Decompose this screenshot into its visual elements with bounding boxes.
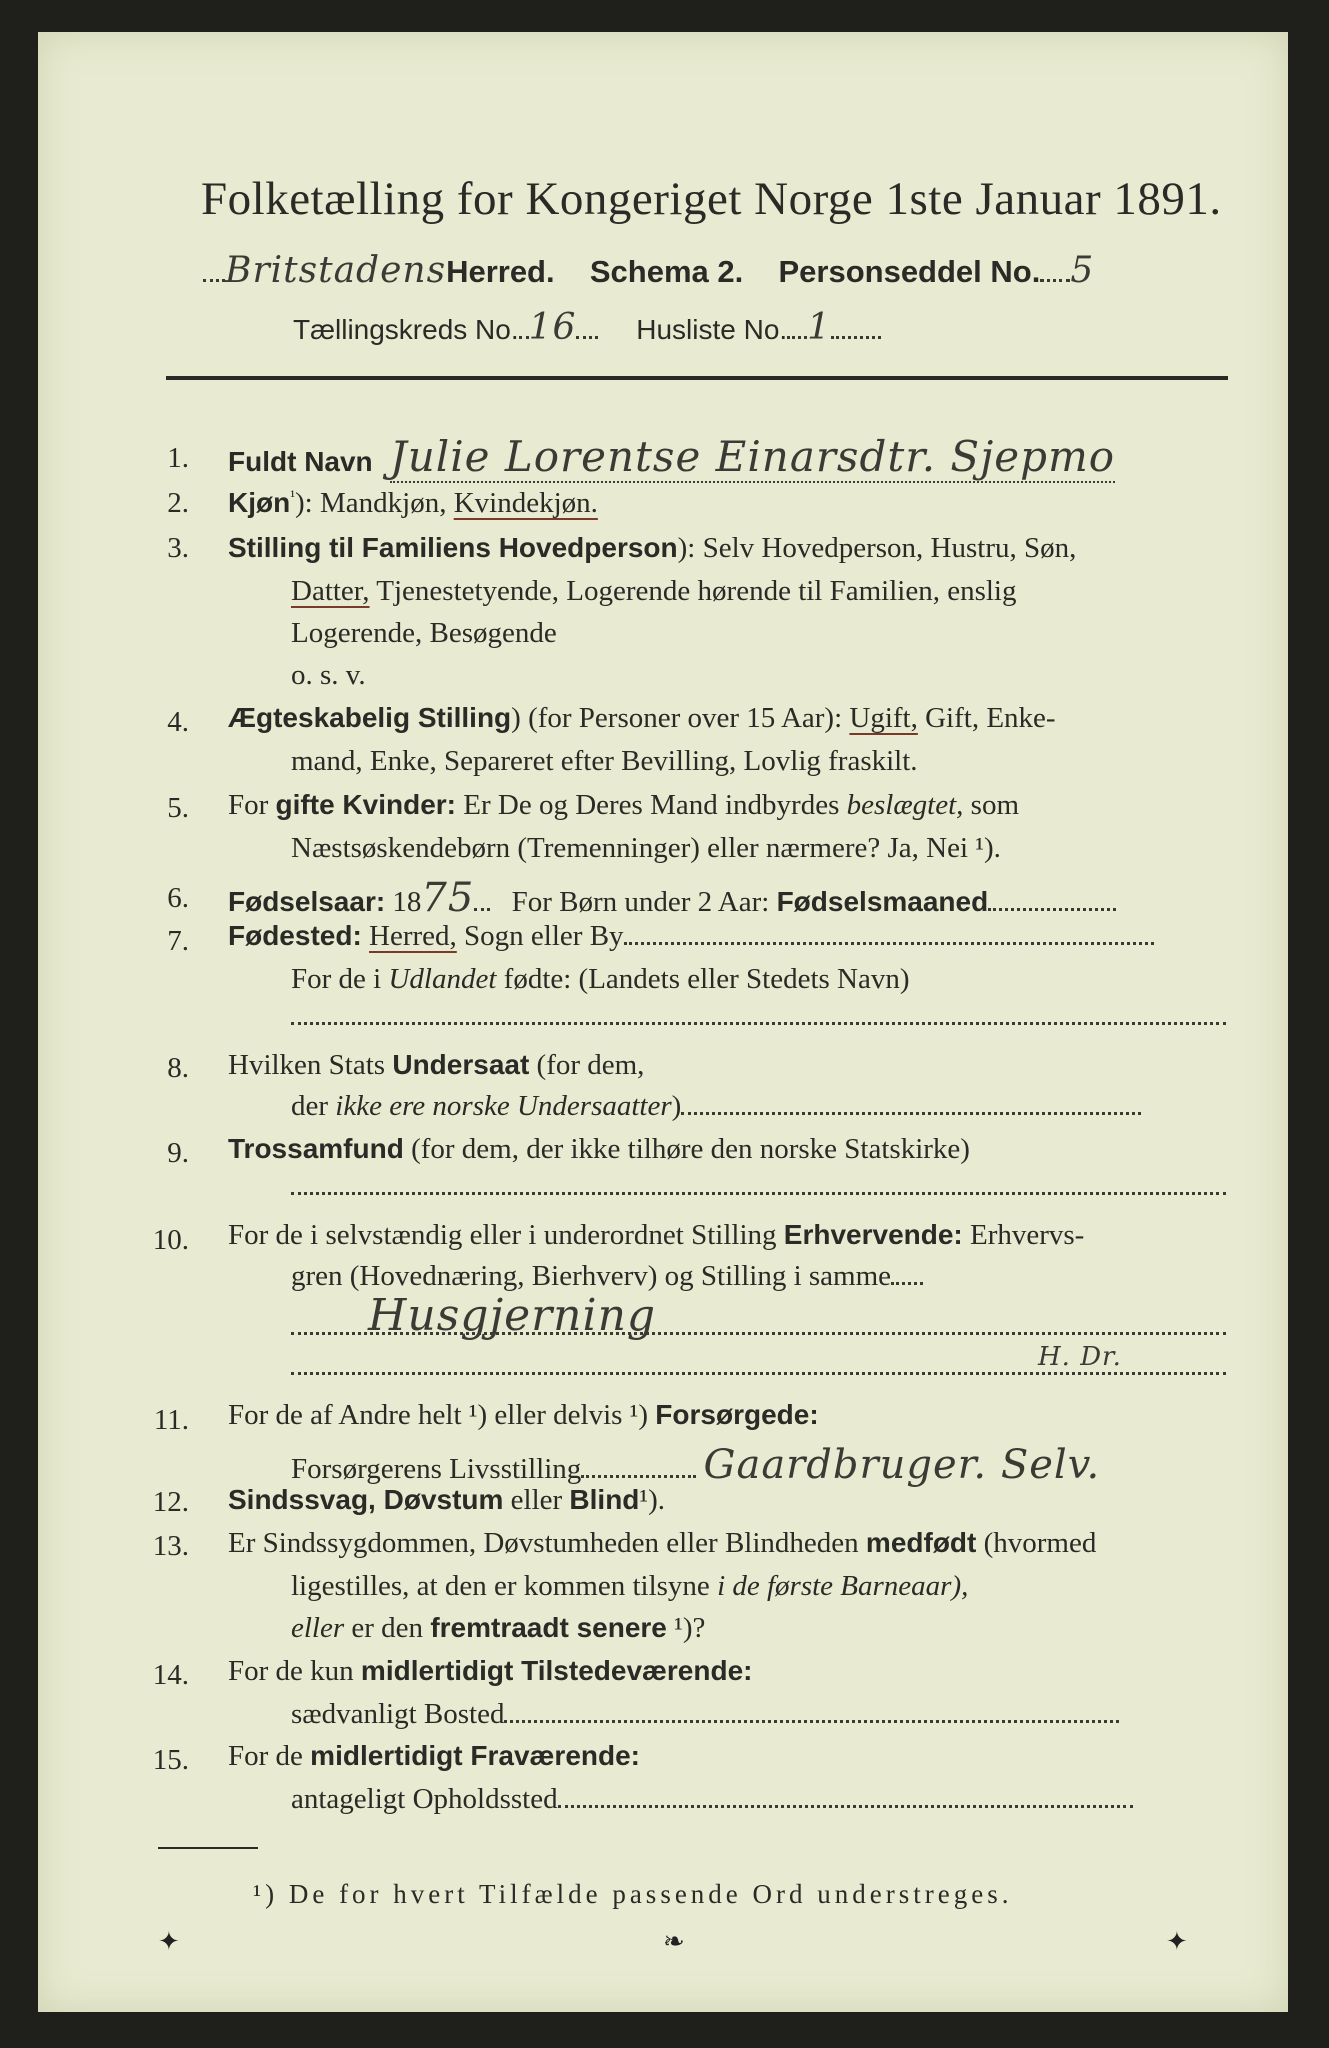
item-number: 14.	[152, 1659, 189, 1691]
form-title: Folketælling for Kongeriget Norge 1ste Januar 1891.	[201, 173, 1222, 225]
q7-italic: Udlandet	[388, 963, 497, 995]
q13-text-3: ligestilles, at den er kommen tilsyne	[291, 1570, 710, 1602]
q11-line-1	[228, 1399, 819, 1432]
q4-selected: Ugift,	[849, 702, 918, 734]
q3-selected: Datter,	[291, 575, 370, 607]
personseddel-number: 5	[1070, 250, 1095, 291]
q8-text-1: Hvilken Stats	[228, 1049, 386, 1081]
item-number: 11.	[153, 1404, 189, 1436]
q11-text-1: For de af Andre helt ¹) eller delvis ¹)	[228, 1399, 649, 1431]
item-number: 4.	[167, 706, 189, 738]
q5-text-2: som	[963, 789, 1019, 821]
q15-line-2	[291, 1783, 1133, 1816]
q11-provider-value: Gaardbruger. Selv.	[703, 1442, 1101, 1488]
q7-text-3: fødte: (Landets eller Stedets Navn)	[496, 963, 910, 995]
item-number: 5.	[167, 792, 189, 824]
q3-text-2: Tjenestetyende, Logerende hørende til Familien, enslig	[369, 575, 1017, 607]
q6-prefix: 18	[392, 886, 422, 918]
q2-text: ): Mandkjøn,	[295, 487, 447, 519]
q14-text-2: sædvanligt Bosted	[291, 1698, 505, 1730]
q8-bold: Undersaat	[392, 1049, 530, 1080]
q2-label: Kjøn	[228, 487, 291, 518]
registration-mark-left: ✦	[158, 1927, 180, 1956]
q9-line	[228, 1133, 970, 1166]
q10-line-1	[228, 1219, 1084, 1252]
q13-text-2: (hvormed	[976, 1527, 1097, 1559]
item-number: 15.	[152, 1744, 189, 1776]
q9-text: (for dem, der ikke tilhøre den norske Statskirke)	[403, 1133, 970, 1165]
q12-text: eller	[503, 1484, 570, 1516]
q8-text-2: (for dem,	[529, 1049, 645, 1081]
q4-text-2: Gift, Enke-	[917, 702, 1056, 734]
q2-footnote-mark: ¹	[290, 488, 296, 506]
kreds-number: 16	[528, 307, 577, 348]
kreds-line	[293, 307, 881, 348]
q4-line-1	[228, 702, 1056, 735]
q13-line-2	[291, 1570, 968, 1603]
registration-mark-center: ❧	[663, 1927, 685, 1956]
q7-text-2: For de i	[291, 963, 382, 995]
q5-pre: For	[228, 789, 269, 821]
q4-label: Ægteskabelig Stilling	[228, 702, 512, 733]
q15-line-1	[228, 1740, 640, 1773]
q8-text-3: der	[291, 1090, 329, 1122]
q5-line-1	[228, 789, 1019, 822]
q14-line-1	[228, 1655, 752, 1688]
q10-code-value: H. Dr.	[1038, 1342, 1122, 1372]
q13-text-4: er den	[344, 1612, 424, 1644]
q12-end: ¹).	[639, 1484, 666, 1516]
q5-bold: gifte Kvinder:	[275, 789, 457, 820]
q3-line-4: o. s. v.	[291, 659, 366, 691]
item-number: 10.	[152, 1224, 189, 1256]
q6-birthyear-value: 75	[421, 875, 475, 921]
q12-bold-2: Blind	[569, 1484, 640, 1515]
q8-line-1	[228, 1049, 644, 1082]
q1-line	[228, 432, 1115, 481]
item-number: 8.	[167, 1052, 189, 1084]
item-number: 3.	[167, 532, 189, 564]
q8-italic: ikke ere norske Undersaatter	[335, 1090, 672, 1122]
q12-line	[228, 1484, 665, 1517]
q3-line-3: Logerende, Besøgende	[291, 617, 557, 649]
q10-line-2	[291, 1260, 923, 1293]
q14-bold: midlertidigt Tilstedeværende:	[360, 1655, 753, 1686]
herred-handwritten: Britstadens	[225, 250, 447, 291]
schema-label: Schema 2.	[589, 254, 744, 289]
husliste-label: Husliste No.	[636, 314, 788, 345]
item-number: 1.	[167, 442, 189, 474]
q9-bold: Trossamfund	[228, 1133, 404, 1164]
q3-line-2	[291, 575, 1016, 608]
q6-line	[228, 875, 1116, 921]
q4-text-1: ) (for Personer over 15 Aar):	[511, 702, 843, 734]
q10-text-3: gren (Hovednæring, Bierhverv) og Stilling i samme	[291, 1260, 892, 1292]
q1-name-value: Julie Lorentse Einarsdtr. Sjepmo	[389, 432, 1116, 481]
q2-selected: Kvindekjøn.	[453, 487, 598, 519]
q14-text: For de kun	[228, 1655, 354, 1687]
q10-answer-line-2	[291, 1372, 1226, 1375]
q10-text-1: For de i selvstændig eller i underordnet Stilling	[228, 1219, 777, 1251]
q8-text-4: )	[671, 1090, 682, 1122]
herred-label: Herred.	[446, 254, 555, 289]
q10-bold: Erhvervende:	[783, 1219, 963, 1250]
q7-answer-line	[291, 1022, 1226, 1025]
header-rule	[166, 376, 1228, 380]
footnote: ¹) De for hvert Tilfælde passende Ord understreges.	[253, 1879, 1013, 1909]
item-number: 9.	[167, 1137, 189, 1169]
kreds-label: Tællingskreds No.	[293, 314, 519, 345]
q13-italic-2: eller	[291, 1612, 345, 1644]
item-number: 13.	[152, 1530, 189, 1562]
q13-line-1	[228, 1527, 1096, 1560]
q7-text: Sogn eller By	[456, 920, 624, 952]
q15-text: For de	[228, 1740, 303, 1772]
q3-label: Stilling til Familiens Hovedperson	[228, 532, 678, 563]
q11-line-2	[291, 1442, 1100, 1488]
personseddel-label: Personseddel No.	[778, 254, 1041, 289]
item-number: 2.	[167, 487, 189, 519]
item-number: 7.	[167, 925, 189, 957]
q13-text-1: Er Sindssygdommen, Døvstumheden eller Blindheden	[228, 1527, 859, 1559]
q8-line-2	[291, 1090, 1141, 1123]
q3-line-1	[228, 532, 1076, 565]
q7-label: Fødested:	[228, 920, 362, 951]
q9-answer-line	[291, 1192, 1226, 1195]
q5-line-2: Næstsøskendebørn (Tremenninger) eller nærmere? Ja, Nei ¹).	[291, 832, 1001, 864]
q5-text-1: Er De og Deres Mand indbyrdes	[456, 789, 840, 821]
census-form-sheet	[38, 32, 1288, 2012]
q1-label: Fuldt Navn	[228, 446, 373, 477]
q4-line-2: mand, Enke, Separeret efter Bevilling, Lovlig fraskilt.	[291, 745, 918, 777]
q7-line-1	[228, 920, 1154, 953]
q7-line-2	[291, 963, 910, 996]
q7-selected: Herred,	[369, 920, 457, 952]
q11-bold: Forsørgede:	[655, 1399, 819, 1430]
registration-mark-right: ✦	[1166, 1927, 1188, 1956]
q2-line	[228, 487, 598, 520]
q15-bold: midlertidigt Fraværende:	[310, 1740, 641, 1771]
q14-line-2	[291, 1698, 1119, 1731]
item-number: 12.	[152, 1486, 189, 1518]
q13-bold: medfødt	[865, 1527, 977, 1558]
q10-text-2: Erhvervs-	[962, 1219, 1085, 1251]
item-number: 6.	[167, 882, 189, 914]
q13-end: ¹)?	[666, 1612, 706, 1644]
q6-text: For Børn under 2 Aar:	[511, 886, 770, 918]
q11-text-2: Forsørgerens Livsstilling	[291, 1453, 582, 1485]
q5-italic: beslægtet,	[846, 789, 964, 821]
q3-text-1: ): Selv Hovedperson, Hustru, Søn,	[677, 532, 1077, 564]
q13-bold-2: fremtraadt senere	[430, 1612, 667, 1643]
husliste-number: 1	[807, 307, 832, 348]
q15-text-2: antageligt Opholdssted	[291, 1783, 558, 1815]
q13-italic: i de første Barneaar),	[717, 1570, 969, 1602]
q6-label: Fødselsaar:	[228, 886, 386, 917]
q10-occupation-value: Husgjerning	[368, 1290, 657, 1341]
q6-birthmonth-label: Fødselsmaaned	[776, 886, 989, 917]
q12-bold: Sindssvag, Døvstum	[228, 1484, 504, 1515]
footnote-rule	[158, 1847, 258, 1849]
herred-line	[203, 250, 1094, 291]
q13-line-3	[291, 1612, 705, 1645]
